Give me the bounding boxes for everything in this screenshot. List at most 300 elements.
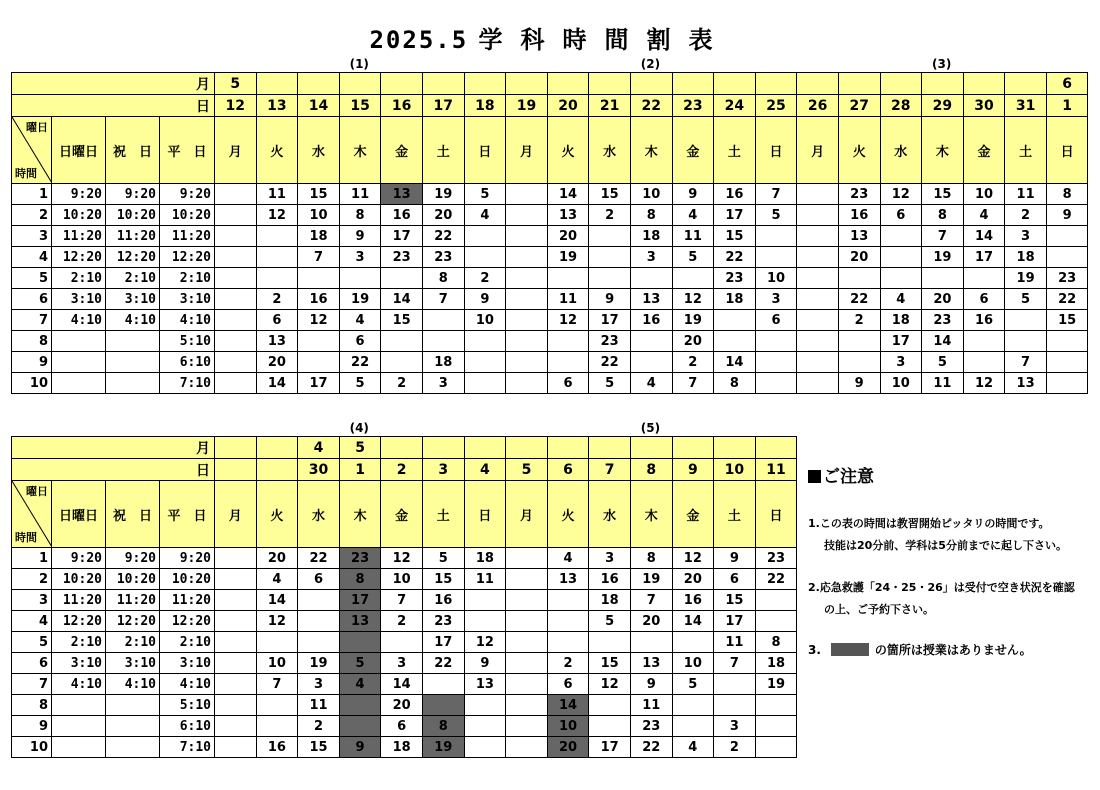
class-cell (256, 695, 298, 716)
class-cell: 20 (256, 352, 298, 373)
class-cell (215, 352, 257, 373)
holiday-time: 4:10 (106, 674, 160, 695)
weekday-time: 5:10 (160, 695, 215, 716)
class-cell: 6 (256, 310, 298, 331)
class-cell: 16 (589, 569, 631, 590)
day-cell (256, 459, 298, 481)
class-cell (1005, 310, 1047, 331)
class-cell: 3 (381, 653, 423, 674)
class-cell: 8 (755, 632, 797, 653)
class-cell: 22 (630, 737, 672, 758)
class-cell (464, 737, 506, 758)
class-cell: 10 (381, 569, 423, 590)
dow-cell: 金 (963, 117, 1005, 184)
class-cell (298, 632, 340, 653)
class-cell: 19 (672, 310, 714, 331)
dow-cell: 金 (672, 117, 714, 184)
holiday-time (106, 716, 160, 737)
period-number: 10 (12, 737, 52, 758)
holiday-time: 12:20 (106, 611, 160, 632)
class-cell: 4 (547, 548, 589, 569)
period-row (12, 331, 1088, 352)
dow-cell: 火 (547, 481, 589, 548)
week-label: (3) (932, 57, 952, 71)
weekday-time: 4:10 (160, 674, 215, 695)
period-row (12, 674, 797, 695)
class-cell: 5 (672, 247, 714, 268)
class-cell: 3 (422, 373, 464, 394)
class-cell (714, 695, 756, 716)
class-cell (506, 331, 548, 352)
month-cell (381, 437, 423, 459)
dow-cell: 月 (797, 117, 839, 184)
class-cell: 13 (630, 653, 672, 674)
class-cell (797, 373, 839, 394)
class-cell (755, 695, 797, 716)
month-cell (838, 73, 880, 95)
class-cell: 16 (422, 590, 464, 611)
class-cell (506, 226, 548, 247)
class-cell: 17 (963, 247, 1005, 268)
class-cell (880, 268, 922, 289)
class-cell: 22 (589, 352, 631, 373)
class-cell: 12 (672, 289, 714, 310)
class-cell (256, 632, 298, 653)
class-cell: 23 (339, 548, 381, 569)
class-cell: 20 (672, 331, 714, 352)
class-cell (880, 226, 922, 247)
class-cell: 17 (422, 632, 464, 653)
class-cell: 12 (547, 310, 589, 331)
class-cell: 17 (714, 205, 756, 226)
dow-cell: 土 (714, 481, 756, 548)
class-cell (922, 268, 964, 289)
class-cell (215, 247, 257, 268)
period-row (12, 289, 1088, 310)
gray-legend-box (831, 643, 869, 656)
class-cell (589, 268, 631, 289)
title-year: 2025.5 (369, 26, 469, 54)
class-cell (298, 611, 340, 632)
corner-youbi-label: 曜日 (26, 485, 48, 498)
class-cell: 20 (672, 569, 714, 590)
holiday-time: 2:10 (106, 268, 160, 289)
corner-box (12, 481, 51, 547)
weekday-header-row (12, 481, 797, 548)
day-cell: 2 (381, 459, 423, 481)
sunday-time: 4:10 (52, 674, 106, 695)
class-cell: 8 (422, 716, 464, 737)
dow-cell: 土 (714, 117, 756, 184)
class-cell: 18 (298, 226, 340, 247)
class-cell (797, 352, 839, 373)
day-cell: 8 (630, 459, 672, 481)
holiday-time: 10:20 (106, 205, 160, 226)
class-cell: 22 (422, 226, 464, 247)
dow-cell: 日 (464, 117, 506, 184)
class-cell (672, 716, 714, 737)
class-cell (547, 352, 589, 373)
day-cell: 28 (880, 95, 922, 117)
class-cell (298, 590, 340, 611)
period-number: 3 (12, 590, 52, 611)
day-row (12, 459, 797, 481)
class-cell: 10 (464, 310, 506, 331)
month-cell (547, 437, 589, 459)
month-row (12, 437, 797, 459)
month-cell (1005, 73, 1047, 95)
class-cell: 2 (838, 310, 880, 331)
month-cell (256, 437, 298, 459)
class-cell (506, 205, 548, 226)
class-cell: 13 (464, 674, 506, 695)
dow-cell: 日 (464, 481, 506, 548)
class-cell: 3 (298, 674, 340, 695)
class-cell (672, 632, 714, 653)
month-cell (215, 437, 257, 459)
class-cell (1005, 331, 1047, 352)
day-label: 日 (12, 95, 215, 117)
class-cell (755, 331, 797, 352)
period-row (12, 226, 1088, 247)
class-cell: 7 (1005, 352, 1047, 373)
week-label: (4) (349, 421, 369, 435)
sunday-time: 11:20 (52, 226, 106, 247)
class-cell: 5 (464, 184, 506, 205)
period-number: 1 (12, 548, 52, 569)
period-number: 9 (12, 352, 52, 373)
period-row (12, 373, 1088, 394)
class-cell: 15 (714, 226, 756, 247)
class-cell: 8 (630, 548, 672, 569)
class-cell (215, 737, 257, 758)
dow-cell: 月 (215, 117, 257, 184)
class-cell (339, 716, 381, 737)
class-cell: 11 (464, 569, 506, 590)
holiday-time: 11:20 (106, 590, 160, 611)
month-cell (755, 73, 797, 95)
class-cell (506, 674, 548, 695)
class-cell (797, 331, 839, 352)
dow-cell: 木 (922, 117, 964, 184)
class-cell: 12 (963, 373, 1005, 394)
class-cell: 23 (755, 548, 797, 569)
class-cell: 7 (714, 653, 756, 674)
class-cell: 22 (298, 548, 340, 569)
class-cell (215, 611, 257, 632)
class-cell (215, 268, 257, 289)
class-cell: 3 (714, 716, 756, 737)
class-cell (755, 737, 797, 758)
class-cell: 23 (422, 611, 464, 632)
class-cell (506, 737, 548, 758)
class-cell: 22 (838, 289, 880, 310)
day-cell: 25 (755, 95, 797, 117)
period-number: 6 (12, 289, 52, 310)
weekday-time: 9:20 (160, 184, 215, 205)
weekday-time: 12:20 (160, 611, 215, 632)
day-cell: 22 (630, 95, 672, 117)
class-cell: 14 (381, 674, 423, 695)
period-row (12, 632, 797, 653)
class-cell (215, 569, 257, 590)
period-row (12, 352, 1088, 373)
class-cell (755, 590, 797, 611)
weekday-time: 5:10 (160, 331, 215, 352)
sunday-time: 4:10 (52, 310, 106, 331)
day-cell: 18 (464, 95, 506, 117)
class-cell (422, 310, 464, 331)
class-cell: 12 (381, 548, 423, 569)
class-cell (506, 352, 548, 373)
day-row (12, 95, 1088, 117)
class-cell (464, 716, 506, 737)
day-cell: 19 (506, 95, 548, 117)
class-cell: 17 (589, 737, 631, 758)
class-cell (381, 268, 423, 289)
holiday-time: 2:10 (106, 632, 160, 653)
class-cell: 2 (672, 352, 714, 373)
class-cell: 8 (922, 205, 964, 226)
class-cell: 11 (256, 184, 298, 205)
month-cell (963, 73, 1005, 95)
class-cell: 12 (464, 632, 506, 653)
weekday-time: 11:20 (160, 226, 215, 247)
dow-cell: 土 (422, 481, 464, 548)
class-cell (298, 352, 340, 373)
class-cell: 15 (422, 569, 464, 590)
class-cell: 5 (422, 548, 464, 569)
class-cell (755, 716, 797, 737)
class-cell: 9 (838, 373, 880, 394)
class-cell (215, 205, 257, 226)
corner-youbi-label: 曜日 (26, 121, 48, 134)
period-number: 3 (12, 226, 52, 247)
month-cell (630, 437, 672, 459)
class-cell: 13 (381, 184, 423, 205)
class-cell: 4 (339, 310, 381, 331)
period-number: 6 (12, 653, 52, 674)
class-cell: 12 (256, 205, 298, 226)
class-cell: 8 (630, 205, 672, 226)
note-1-line1: 1.この表の時間は教習開始ピッタリの時間です。 (808, 517, 1050, 530)
class-cell (672, 268, 714, 289)
period-number: 2 (12, 205, 52, 226)
dow-cell: 水 (880, 117, 922, 184)
class-cell: 17 (589, 310, 631, 331)
class-cell: 13 (547, 569, 589, 590)
day-cell: 11 (755, 459, 797, 481)
class-cell: 16 (381, 205, 423, 226)
class-cell (755, 611, 797, 632)
period-row (12, 205, 1088, 226)
class-cell: 13 (547, 205, 589, 226)
day-cell: 9 (672, 459, 714, 481)
day-cell: 13 (256, 95, 298, 117)
note-2 (808, 577, 1098, 621)
day-cell: 23 (672, 95, 714, 117)
class-cell (755, 352, 797, 373)
class-cell (963, 268, 1005, 289)
class-cell: 12 (298, 310, 340, 331)
class-cell: 5 (339, 373, 381, 394)
class-cell: 23 (589, 331, 631, 352)
class-cell: 18 (589, 590, 631, 611)
class-cell (797, 310, 839, 331)
class-cell: 6 (381, 716, 423, 737)
class-cell: 2 (589, 205, 631, 226)
class-cell: 2 (381, 611, 423, 632)
class-cell: 4 (880, 289, 922, 310)
timetable-1 (11, 72, 1088, 394)
class-cell: 16 (298, 289, 340, 310)
month-label: 月 (12, 437, 215, 459)
class-cell: 19 (1005, 268, 1047, 289)
class-cell (714, 331, 756, 352)
sunday-header: 日曜日 (52, 481, 106, 548)
class-cell: 5 (1005, 289, 1047, 310)
weekday-time: 6:10 (160, 716, 215, 737)
class-cell (506, 247, 548, 268)
day-cell: 15 (339, 95, 381, 117)
class-cell: 13 (339, 611, 381, 632)
class-cell: 7 (630, 590, 672, 611)
class-cell: 13 (630, 289, 672, 310)
class-cell (880, 247, 922, 268)
month-cell (381, 73, 423, 95)
class-cell (215, 310, 257, 331)
weekday-header-row (12, 117, 1088, 184)
dow-cell: 日 (1046, 117, 1088, 184)
class-cell: 2 (1005, 205, 1047, 226)
class-cell: 13 (838, 226, 880, 247)
month-cell (506, 73, 548, 95)
class-cell (1046, 247, 1088, 268)
class-cell: 10 (298, 205, 340, 226)
notes-panel (808, 462, 1098, 658)
dow-cell: 土 (1005, 117, 1047, 184)
day-cell: 1 (1046, 95, 1088, 117)
dow-cell: 水 (298, 117, 340, 184)
class-cell (506, 590, 548, 611)
weekday-time: 2:10 (160, 632, 215, 653)
class-cell: 18 (1005, 247, 1047, 268)
class-cell (506, 373, 548, 394)
month-cell (256, 73, 298, 95)
class-cell (547, 632, 589, 653)
day-cell: 26 (797, 95, 839, 117)
note-1 (808, 513, 1098, 557)
class-cell: 7 (298, 247, 340, 268)
period-row (12, 548, 797, 569)
month-cell (422, 437, 464, 459)
sunday-time (52, 737, 106, 758)
day-cell: 30 (963, 95, 1005, 117)
class-cell (1046, 226, 1088, 247)
corner-cell (12, 481, 52, 548)
class-cell (630, 352, 672, 373)
class-cell (215, 632, 257, 653)
class-cell (339, 268, 381, 289)
sunday-time (52, 716, 106, 737)
class-cell: 16 (838, 205, 880, 226)
month-cell (464, 73, 506, 95)
sunday-time: 9:20 (52, 184, 106, 205)
class-cell (589, 226, 631, 247)
class-cell: 18 (630, 226, 672, 247)
period-row (12, 569, 797, 590)
month-cell (630, 73, 672, 95)
note-3 (808, 641, 1098, 658)
class-cell: 3 (1005, 226, 1047, 247)
dow-cell: 火 (838, 117, 880, 184)
class-cell: 2 (298, 716, 340, 737)
class-cell (672, 695, 714, 716)
class-cell: 11 (547, 289, 589, 310)
class-cell: 13 (256, 331, 298, 352)
class-cell: 14 (714, 352, 756, 373)
note-2-line2: の上、ご予約下さい。 (824, 603, 934, 616)
class-cell (215, 548, 257, 569)
sunday-time: 11:20 (52, 590, 106, 611)
class-cell (1046, 373, 1088, 394)
class-cell (506, 716, 548, 737)
class-cell: 14 (256, 373, 298, 394)
class-cell: 12 (672, 548, 714, 569)
sunday-time: 2:10 (52, 268, 106, 289)
sunday-time: 9:20 (52, 548, 106, 569)
class-cell: 5 (589, 373, 631, 394)
note-3-prefix: 3. (808, 643, 821, 657)
class-cell: 8 (1046, 184, 1088, 205)
class-cell (506, 184, 548, 205)
class-cell (547, 331, 589, 352)
day-cell: 5 (506, 459, 548, 481)
class-cell: 11 (714, 632, 756, 653)
class-cell: 15 (298, 184, 340, 205)
class-cell (714, 674, 756, 695)
class-cell (797, 184, 839, 205)
class-cell: 10 (630, 184, 672, 205)
class-cell: 22 (755, 569, 797, 590)
class-cell (422, 674, 464, 695)
class-cell: 20 (838, 247, 880, 268)
month-cell: 5 (215, 73, 257, 95)
class-cell: 4 (630, 373, 672, 394)
dow-cell: 水 (589, 117, 631, 184)
class-cell: 16 (672, 590, 714, 611)
class-cell: 2 (381, 373, 423, 394)
holiday-header: 祝 日 (106, 117, 160, 184)
month-cell (464, 437, 506, 459)
day-cell: 1 (339, 459, 381, 481)
dow-cell: 水 (298, 481, 340, 548)
day-cell: 31 (1005, 95, 1047, 117)
class-cell: 8 (339, 205, 381, 226)
month-cell (298, 73, 340, 95)
class-cell (797, 205, 839, 226)
weekday-time: 4:10 (160, 310, 215, 331)
dow-cell: 木 (630, 481, 672, 548)
day-cell: 14 (298, 95, 340, 117)
dow-cell: 金 (381, 117, 423, 184)
class-cell: 15 (589, 653, 631, 674)
period-row (12, 737, 797, 758)
day-cell: 17 (422, 95, 464, 117)
class-cell: 18 (880, 310, 922, 331)
day-cell: 12 (215, 95, 257, 117)
class-cell: 5 (672, 674, 714, 695)
